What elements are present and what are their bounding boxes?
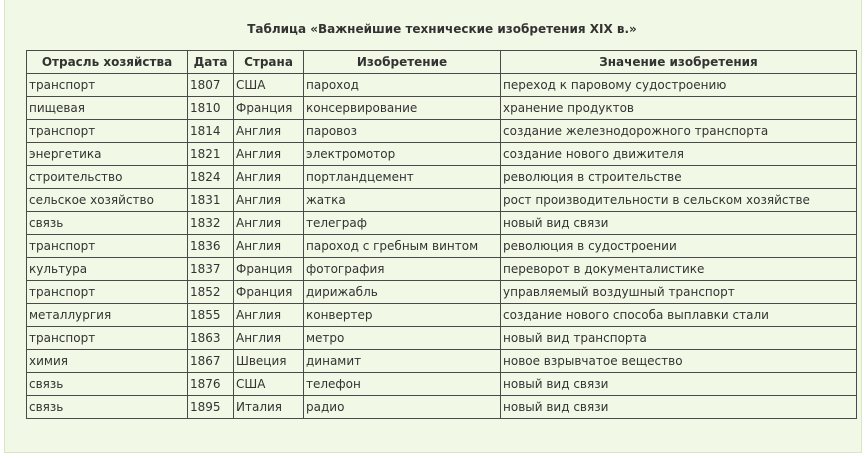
cell-significance: революция в строительстве: [501, 166, 857, 189]
table-row: [27, 212, 857, 235]
cell-industry: сельское хозяйство: [27, 189, 188, 212]
header-industry: Отрасль хозяйства: [27, 51, 188, 74]
cell-industry: транспорт: [27, 235, 188, 258]
cell-date: 1814: [188, 120, 234, 143]
cell-industry: связь: [27, 212, 188, 235]
cell-invention: паровоз: [304, 120, 501, 143]
cell-country: США: [234, 74, 304, 97]
cell-invention: пароход: [304, 74, 501, 97]
cell-date: 1836: [188, 235, 234, 258]
header-country: Страна: [234, 51, 304, 74]
cell-invention: метро: [304, 327, 501, 350]
cell-invention: динамит: [304, 350, 501, 373]
cell-date: 1824: [188, 166, 234, 189]
table-row: [27, 304, 857, 327]
cell-industry: связь: [27, 373, 188, 396]
table-row: [27, 143, 857, 166]
cell-date: 1831: [188, 189, 234, 212]
table-title: Таблица «Важнейшие технические изобретения XIX в.»: [247, 22, 637, 36]
cell-significance: новый вид связи: [501, 396, 857, 419]
table-row: [27, 166, 857, 189]
cell-industry: пищевая: [27, 97, 188, 120]
cell-invention: портландцемент: [304, 166, 501, 189]
cell-significance: хранение продуктов: [501, 97, 857, 120]
cell-date: 1867: [188, 350, 234, 373]
cell-industry: транспорт: [27, 120, 188, 143]
cell-significance: переход к паровому судостроению: [501, 74, 857, 97]
cell-industry: энергетика: [27, 143, 188, 166]
cell-country: Англия: [234, 304, 304, 327]
cell-date: 1837: [188, 258, 234, 281]
cell-invention: фотография: [304, 258, 501, 281]
cell-country: США: [234, 373, 304, 396]
cell-date: 1863: [188, 327, 234, 350]
cell-significance: создание железнодорожного транспорта: [501, 120, 857, 143]
cell-industry: культура: [27, 258, 188, 281]
cell-invention: дирижабль: [304, 281, 501, 304]
cell-industry: связь: [27, 396, 188, 419]
cell-significance: новый вид транспорта: [501, 327, 857, 350]
cell-country: Англия: [234, 166, 304, 189]
cell-significance: новое взрывчатое вещество: [501, 350, 857, 373]
table-row: [27, 396, 857, 419]
cell-significance: новый вид связи: [501, 212, 857, 235]
cell-country: Англия: [234, 327, 304, 350]
cell-country: Швеция: [234, 350, 304, 373]
cell-industry: транспорт: [27, 281, 188, 304]
table-body: [27, 74, 857, 419]
cell-industry: транспорт: [27, 327, 188, 350]
table-header-row: [27, 51, 857, 74]
cell-country: Франция: [234, 281, 304, 304]
cell-date: 1852: [188, 281, 234, 304]
cell-invention: конвертер: [304, 304, 501, 327]
header-date: Дата: [188, 51, 234, 74]
table-row: [27, 189, 857, 212]
cell-invention: телефон: [304, 373, 501, 396]
cell-country: Франция: [234, 97, 304, 120]
cell-country: Англия: [234, 235, 304, 258]
cell-date: 1876: [188, 373, 234, 396]
cell-country: Англия: [234, 212, 304, 235]
cell-invention: телеграф: [304, 212, 501, 235]
cell-date: 1895: [188, 396, 234, 419]
cell-industry: транспорт: [27, 74, 188, 97]
table-row: [27, 350, 857, 373]
table-row: [27, 97, 857, 120]
table-row: [27, 258, 857, 281]
cell-significance: переворот в документалистике: [501, 258, 857, 281]
cell-date: 1807: [188, 74, 234, 97]
cell-significance: новый вид связи: [501, 373, 857, 396]
cell-significance: революция в судостроении: [501, 235, 857, 258]
table-row: [27, 74, 857, 97]
cell-invention: радио: [304, 396, 501, 419]
table-row: [27, 281, 857, 304]
cell-date: 1810: [188, 97, 234, 120]
cell-date: 1821: [188, 143, 234, 166]
cell-invention: консервирование: [304, 97, 501, 120]
cell-significance: рост производительности в сельском хозяйстве: [501, 189, 857, 212]
cell-country: Англия: [234, 120, 304, 143]
cell-country: Англия: [234, 143, 304, 166]
cell-industry: металлургия: [27, 304, 188, 327]
cell-industry: химия: [27, 350, 188, 373]
header-invention: Изобретение: [304, 51, 501, 74]
cell-significance: создание нового способа выплавки стали: [501, 304, 857, 327]
cell-invention: электромотор: [304, 143, 501, 166]
cell-significance: создание нового движителя: [501, 143, 857, 166]
cell-country: Англия: [234, 189, 304, 212]
cell-industry: строительство: [27, 166, 188, 189]
cell-significance: управляемый воздушный транспорт: [501, 281, 857, 304]
cell-invention: жатка: [304, 189, 501, 212]
table-row: [27, 327, 857, 350]
cell-date: 1832: [188, 212, 234, 235]
inventions-table: [26, 50, 857, 419]
cell-invention: пароход с гребным винтом: [304, 235, 501, 258]
header-significance: Значение изобретения: [501, 51, 857, 74]
cell-country: Италия: [234, 396, 304, 419]
cell-date: 1855: [188, 304, 234, 327]
table-row: [27, 120, 857, 143]
table-row: [27, 235, 857, 258]
cell-country: Франция: [234, 258, 304, 281]
table-row: [27, 373, 857, 396]
